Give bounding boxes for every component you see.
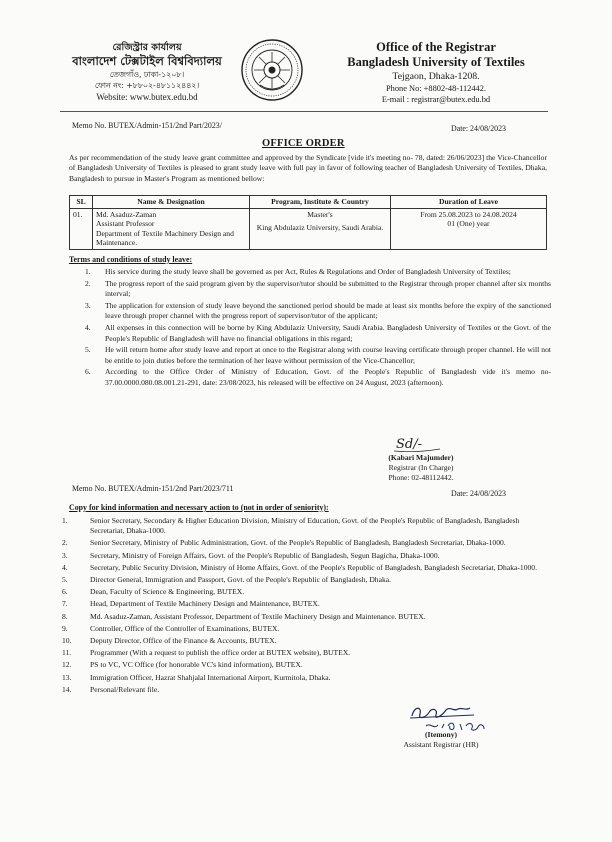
list-item xyxy=(62,599,550,609)
copy-text: Controller, Office of the Controller of Examinations, BUTEX. xyxy=(90,623,280,633)
memo-date: Date: 24/08/2023 xyxy=(451,124,507,133)
copy-text: Senior Secretary, Secondary & Higher Education Division, Ministry of Education, Govt. of the People's Republic of Bangladesh, Bangladesh Secretariat, Dhaka-1000. xyxy=(90,516,520,536)
copy-text: Dean, Faculty of Science & Engineering, BUTEX. xyxy=(90,587,245,597)
copy-number: 8. xyxy=(62,611,68,621)
list-item xyxy=(62,660,550,670)
memo-number: Memo No. BUTEX/Admin-151/2nd Part/2023/ xyxy=(72,121,222,130)
bengali-header xyxy=(62,42,232,103)
en-address: Tejgaon, Dhaka-1208. xyxy=(392,71,480,82)
list-item xyxy=(69,323,551,344)
copy-number: 2. xyxy=(62,538,68,548)
en-office-name: Office of the Registrar xyxy=(376,40,496,54)
list-item xyxy=(62,673,550,683)
copy-number: 5. xyxy=(62,575,68,585)
term-number: 4. xyxy=(85,322,91,332)
copy-text: PS to VC, VC Office (for honorable VC's kind information), BUTEX. xyxy=(90,660,303,670)
study-leave-table xyxy=(69,195,547,250)
list-item xyxy=(69,279,551,300)
copy-text: Md. Asaduz-Zaman, Assistant Professor, Department of Textile Machinery Design and Maintenance. BUTEX. xyxy=(90,611,426,621)
copy-text: Director General, Immigration and Passport, Govt. of the People's Republic of Bangladesh, Dhaka. xyxy=(90,575,392,585)
term-number: 3. xyxy=(85,300,91,310)
assistant-registrar-title: Assistant Registrar (HR) xyxy=(403,739,479,749)
term-number: 2. xyxy=(85,278,91,288)
duration-range: From 25.08.2023 to 24.08.2024 xyxy=(420,209,517,219)
teacher-designation: Assistant Professor xyxy=(96,219,155,229)
bn-address: তেজগাঁও, ঢাকা-১২০৮। xyxy=(109,70,185,79)
copy-heading: Copy for kind information and necessary action to (not in order of seniority): xyxy=(69,503,329,512)
copy-text: Secretary, Ministry of Foreign Affairs, Govt. of the People's Republic of Bangladesh, Segun Bagicha, Dhaka-1000. xyxy=(90,550,440,560)
copy-text: Immigration Officer, Hazrat Shahjalal International Airport, Kurmitola, Dhaka. xyxy=(90,672,331,682)
list-item xyxy=(62,563,550,573)
memo-number-copy: Memo No. BUTEX/Admin-151/2nd Part/2023/711 xyxy=(72,484,234,493)
list-item xyxy=(69,345,551,366)
list-item xyxy=(62,636,550,646)
institute-country: King Abdulaziz University, Saudi Arabia. xyxy=(256,223,384,233)
teacher-department: Department of Textile Machinery Design and Maintenance. xyxy=(96,228,234,248)
registrar-title: Registrar (In Charge) xyxy=(388,462,454,472)
copy-list xyxy=(62,516,550,697)
sd-mark: Sd/- xyxy=(396,437,422,452)
cell-duration xyxy=(391,208,547,249)
copy-number: 11. xyxy=(62,648,72,658)
assistant-registrar-signature-block xyxy=(382,730,500,749)
copy-text: Programmer (With a request to publish the office order at BUTEX website), BUTEX. xyxy=(90,648,351,658)
term-text: He will return home after study leave and report at once to the Registrar along with course leaving certificate through proper channel. He will not be entitle to join duties before the termination of her leave without permission of the Vice-Chancellor; xyxy=(105,345,551,365)
copy-text: Personal/Relevant file. xyxy=(90,684,160,694)
en-university-name: Bangladesh University of Textiles xyxy=(347,55,525,69)
list-item xyxy=(62,551,550,561)
header-program: Program, Institute & Country xyxy=(250,196,391,209)
term-text: All expenses in this connection will be borne by King Abdulaziz University, Saudi Arabia. Bangladesh University of Textiles or the Govt. of the People's Republic of Bangladesh will have no financial obligations in this regard; xyxy=(105,322,551,343)
copy-number: 4. xyxy=(62,562,68,572)
copy-number: 13. xyxy=(62,672,72,682)
registrar-name: (Kabari Majumder) xyxy=(388,453,454,462)
list-item xyxy=(62,685,550,695)
terms-list xyxy=(69,267,551,390)
term-text: The application for extension of study leave beyond the sanctioned period should be made at least six months before the expiry of the sanctioned leave through proper channel with the progress report of supervisor/tutor of the applicant; xyxy=(105,300,551,321)
list-item xyxy=(69,367,551,388)
term-text: The progress report of the said program given by the supervisor/tutor should be submitted to the Registrar through proper channel after six months interval; xyxy=(105,278,551,299)
list-item xyxy=(62,516,550,536)
term-text: His service during the study leave shall be governed as per Act, Rules & Regulations and Order of Bangladesh University of Textiles; xyxy=(105,267,511,276)
table-header-row xyxy=(70,196,547,209)
cell-sl: 01. xyxy=(70,208,93,249)
bn-phone: ফোন নং: +৮৮০২-৪৮১১২৪৪২। xyxy=(94,81,200,90)
memo-date-copy: Date: 24/08/2023 xyxy=(451,489,507,498)
list-item xyxy=(69,267,551,278)
assistant-registrar-name: (Itemony) xyxy=(424,730,458,739)
copy-number: 10. xyxy=(62,636,72,646)
registrar-signature-block xyxy=(361,453,481,482)
cell-name-designation xyxy=(93,208,250,249)
list-item xyxy=(62,624,550,634)
duration-years: 01 (One) year xyxy=(447,219,490,229)
header-duration: Duration of Leave xyxy=(391,196,547,209)
document-title: OFFICE ORDER xyxy=(262,138,345,149)
term-number: 5. xyxy=(85,345,91,355)
header-divider xyxy=(60,111,548,112)
cell-program xyxy=(250,208,391,249)
teacher-name: Md. Asaduz-Zaman xyxy=(96,209,157,219)
copy-text: Deputy Director, Office of the Finance & Accounts, BUTEX. xyxy=(90,636,277,646)
list-item xyxy=(62,587,550,597)
list-item xyxy=(62,648,550,658)
term-number: 6. xyxy=(85,367,91,377)
term-text: According to the Office Order of Ministry of Education, Govt. of the People's Republic of Bangladesh vide it's memo no-37.00.0000.080.08.001.21-291, date: 23/08/2023, his released will be effective on 24 August, 2023 (afternoon). xyxy=(105,367,551,387)
website: Website: www.butex.edu.bd xyxy=(96,92,198,102)
copy-text: Secretary, Public Security Division, Ministry of Home Affairs, Govt. of the People's Republic of Bangladesh, Bangladesh Secretariat, Dhaka-1000. xyxy=(90,562,537,572)
copy-text: Senior Secretary, Ministry of Public Administration, Govt. of the People's Republic of Bangladesh, Bangladesh Secretariat, Dhaka-1000. xyxy=(90,538,506,548)
en-email: E-mail : registrar@butex.edu.bd xyxy=(381,95,491,104)
copy-number: 1. xyxy=(62,516,68,525)
list-item xyxy=(62,575,550,585)
list-item xyxy=(62,538,550,548)
bn-office-name: রেজিস্ট্রার কার্যালয় xyxy=(112,42,182,53)
copy-number: 9. xyxy=(62,623,68,633)
en-phone: Phone No: +8802-48-112442. xyxy=(385,84,487,93)
copy-number: 7. xyxy=(62,599,68,609)
copy-number: 6. xyxy=(62,587,68,597)
program-name: Master's xyxy=(307,209,333,219)
header-sl: SL xyxy=(70,196,93,209)
registrar-signature-mark xyxy=(376,432,496,454)
table-row xyxy=(70,208,547,249)
term-number: 1. xyxy=(85,267,91,276)
copy-number: 14. xyxy=(62,684,72,694)
university-seal-logo xyxy=(240,38,304,102)
copy-number: 3. xyxy=(62,550,68,560)
list-item xyxy=(69,301,551,322)
registrar-phone: Phone: 02-48112442. xyxy=(388,472,454,482)
copy-text: Head, Department of Textile Machinery Design and Maintenance, BUTEX. xyxy=(90,599,320,609)
terms-heading: Terms and conditions of study leave: xyxy=(69,255,193,264)
bn-university-name: বাংলাদেশ টেক্সটাইল বিশ্ববিদ্যালয় xyxy=(72,54,222,68)
header-name: Name & Designation xyxy=(93,196,250,209)
intro-paragraph: As per recommendation of the study leave grant committee and approved by the Syndicate [vide it's meeting no- 78, dated: 26/06/2023] the Vice-Chancellor of Bangladesh University of Textiles is pleased to grant study leave with full pay in favor of following teacher of Bangladesh University of Textiles, Dhaka, Bangladesh to pursue in Master's Program as mentioned bellow: xyxy=(69,153,547,183)
english-header xyxy=(318,40,554,106)
copy-number: 12. xyxy=(62,660,72,670)
list-item xyxy=(62,612,550,622)
